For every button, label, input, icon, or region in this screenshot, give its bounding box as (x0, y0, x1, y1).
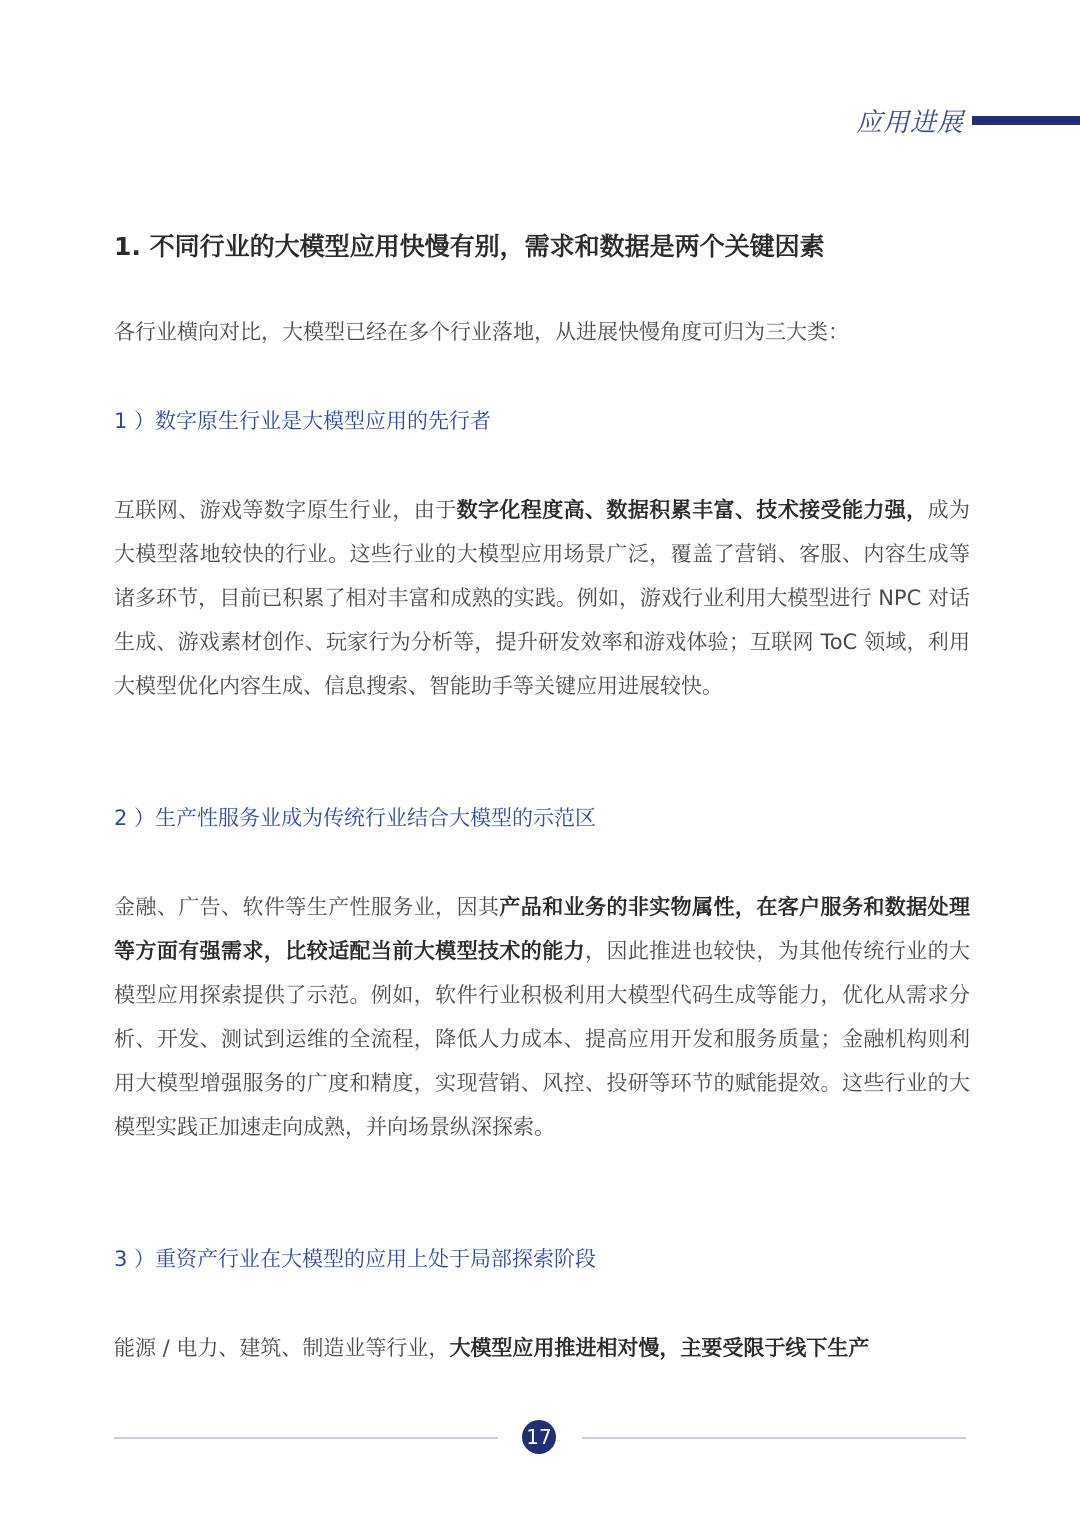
paragraph-text: 成为大模型落地较快的行业。这些行业的大模型应用场景广泛，覆盖了营销、客服、内容生成等诸多环节，目前已积累了相对丰富和成熟的实践。例如，游戏行业利用大模型进行 NPC 对话生成、游戏素材创作、玩家行为分析等，提升研发效率和游戏体验；互联网 ToC 领域，利用大模型优化内容生成、信息搜索、智能助手等关键应用进展较快。 (114, 498, 971, 698)
paragraph-text: 互联网、游戏等数字原生行业，由于 (114, 498, 457, 522)
subheading-1: 1 ）数字原生行业是大模型应用的先行者 (114, 409, 492, 433)
footer-rule-left (114, 1437, 498, 1439)
section-3-paragraph (114, 1326, 970, 1370)
subheading-3: 3 ）重资产行业在大模型的应用上处于局部探索阶段 (114, 1247, 597, 1271)
main-heading: 1. 不同行业的大模型应用快慢有别，需求和数据是两个关键因素 (114, 232, 825, 261)
intro-paragraph: 各行业横向对比，大模型已经在多个行业落地，从进展快慢角度可归为三大类： (114, 320, 849, 344)
section-accent-bar (972, 116, 1080, 125)
page-footer (114, 1418, 966, 1458)
paragraph-emphasis: 产品和业务的非实物属性，在客户服务和数据处理等方面有强需求，比较适配当前大模型技术的能力 (114, 895, 971, 963)
footer-rule-right (582, 1437, 966, 1439)
section-header (856, 100, 1080, 140)
paragraph-emphasis: 数字化程度高、数据积累丰富、技术接受能力强， (456, 498, 928, 522)
paragraph-text: 金融、广告、软件等生产性服务业，因其 (114, 895, 500, 919)
section-2-paragraph (114, 885, 970, 1149)
paragraph-emphasis: 大模型应用推进相对慢，主要受限于线下生产 (449, 1336, 870, 1360)
page-number-badge: 17 (522, 1420, 556, 1454)
paragraph-text: ，因此推进也较快，为其他传统行业的大模型应用探索提供了示范。例如，软件行业积极利用大模型代码生成等能力，优化从需求分析、开发、测试到运维的全流程，降低人力成本、提高应用开发和服务质量；金融机构则利用大模型增强服务的广度和精度，实现营销、风控、投研等环节的赋能提效。这些行业的大模型实践正加速走向成熟，并向场景纵深探索。 (114, 939, 971, 1139)
subheading-2: 2 ）生产性服务业成为传统行业结合大模型的示范区 (114, 806, 597, 830)
paragraph-text: 能源 / 电力、建筑、制造业等行业， (114, 1336, 450, 1360)
section-title: 应用进展 (855, 107, 964, 138)
section-1-paragraph (114, 488, 970, 708)
